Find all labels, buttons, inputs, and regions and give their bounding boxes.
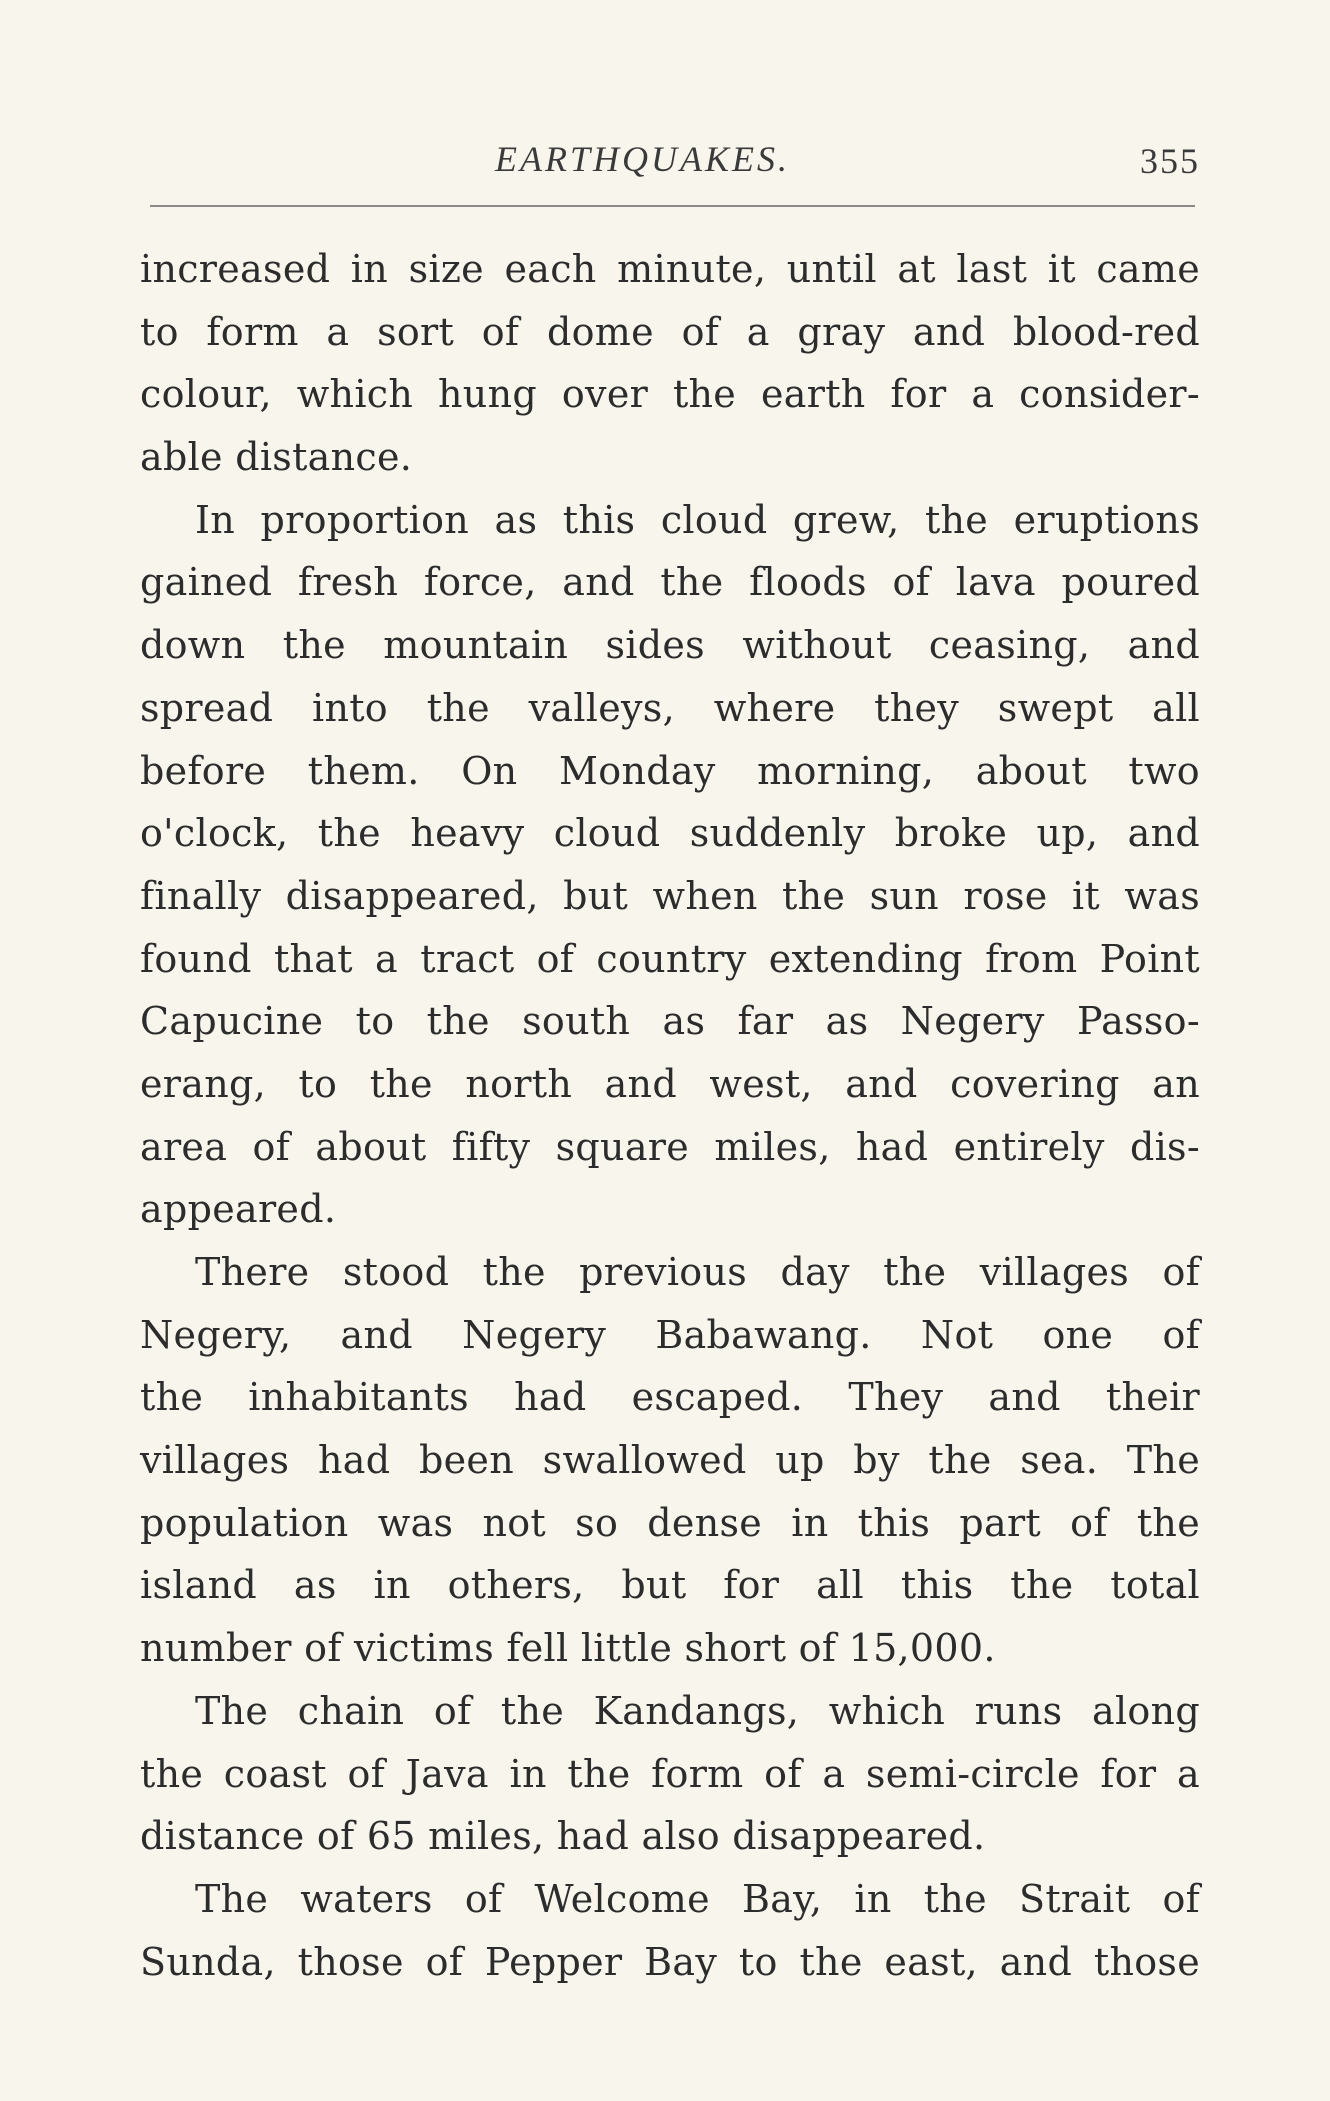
text-line: to form a sort of dome of a gray and blood-red xyxy=(140,309,1200,354)
text-line: spread into the valleys, where they swept all xyxy=(140,685,1200,730)
text-line: found that a tract of country extending from Point xyxy=(140,936,1200,981)
text-line: The waters of Welcome Bay, in the Strait of xyxy=(195,1876,1200,1921)
text-line: before them. On Monday morning, about two xyxy=(140,748,1200,793)
text-line: o'clock, the heavy cloud suddenly broke up, and xyxy=(140,811,1200,856)
page-number: 355 xyxy=(1140,141,1200,181)
text-line: increased in size each minute, until at last it came xyxy=(140,247,1200,291)
text-line: appeared. xyxy=(140,1187,337,1232)
text-line: colour, which hung over the earth for a consider- xyxy=(140,372,1200,417)
text-line: the coast of Java in the form of a semi-circle for a xyxy=(140,1751,1200,1796)
running-title: EARTHQUAKES. xyxy=(495,139,790,179)
text-line: There stood the previous day the villages of xyxy=(195,1250,1200,1294)
text-line: Negery, and Negery Babawang. Not one of xyxy=(140,1312,1200,1357)
text-line: population was not so dense in this part of the xyxy=(140,1500,1200,1545)
text-line: island as in others, but for all this the total xyxy=(140,1563,1200,1608)
header-rule xyxy=(150,205,1195,207)
text-line: erang, to the north and west, and covering an xyxy=(140,1061,1200,1106)
text-line: In proportion as this cloud grew, the eruptions xyxy=(195,497,1200,542)
text-line: number of victims fell little short of 15,000. xyxy=(140,1626,996,1671)
text-line: Sunda, those of Pepper Bay to the east, and those xyxy=(140,1939,1200,1984)
text-line: Capucine to the south as far as Negery Passo- xyxy=(140,999,1200,1044)
text-line: the inhabitants had escaped. They and their xyxy=(140,1375,1200,1420)
text-line: area of about fifty square miles, had entirely dis- xyxy=(140,1124,1200,1169)
text-line: down the mountain sides without ceasing, and xyxy=(140,623,1200,668)
text-line: gained fresh force, and the floods of lava poured xyxy=(140,560,1200,605)
page-header xyxy=(140,138,1200,188)
text-line: The chain of the Kandangs, which runs along xyxy=(195,1688,1200,1733)
text-line: able distance. xyxy=(140,435,413,480)
text-line: villages had been swallowed up by the sea. The xyxy=(140,1438,1200,1483)
text-line: distance of 65 miles, had also disappeared. xyxy=(140,1814,986,1859)
body-text xyxy=(140,238,1200,1993)
text-line: finally disappeared, but when the sun rose it was xyxy=(140,873,1200,918)
